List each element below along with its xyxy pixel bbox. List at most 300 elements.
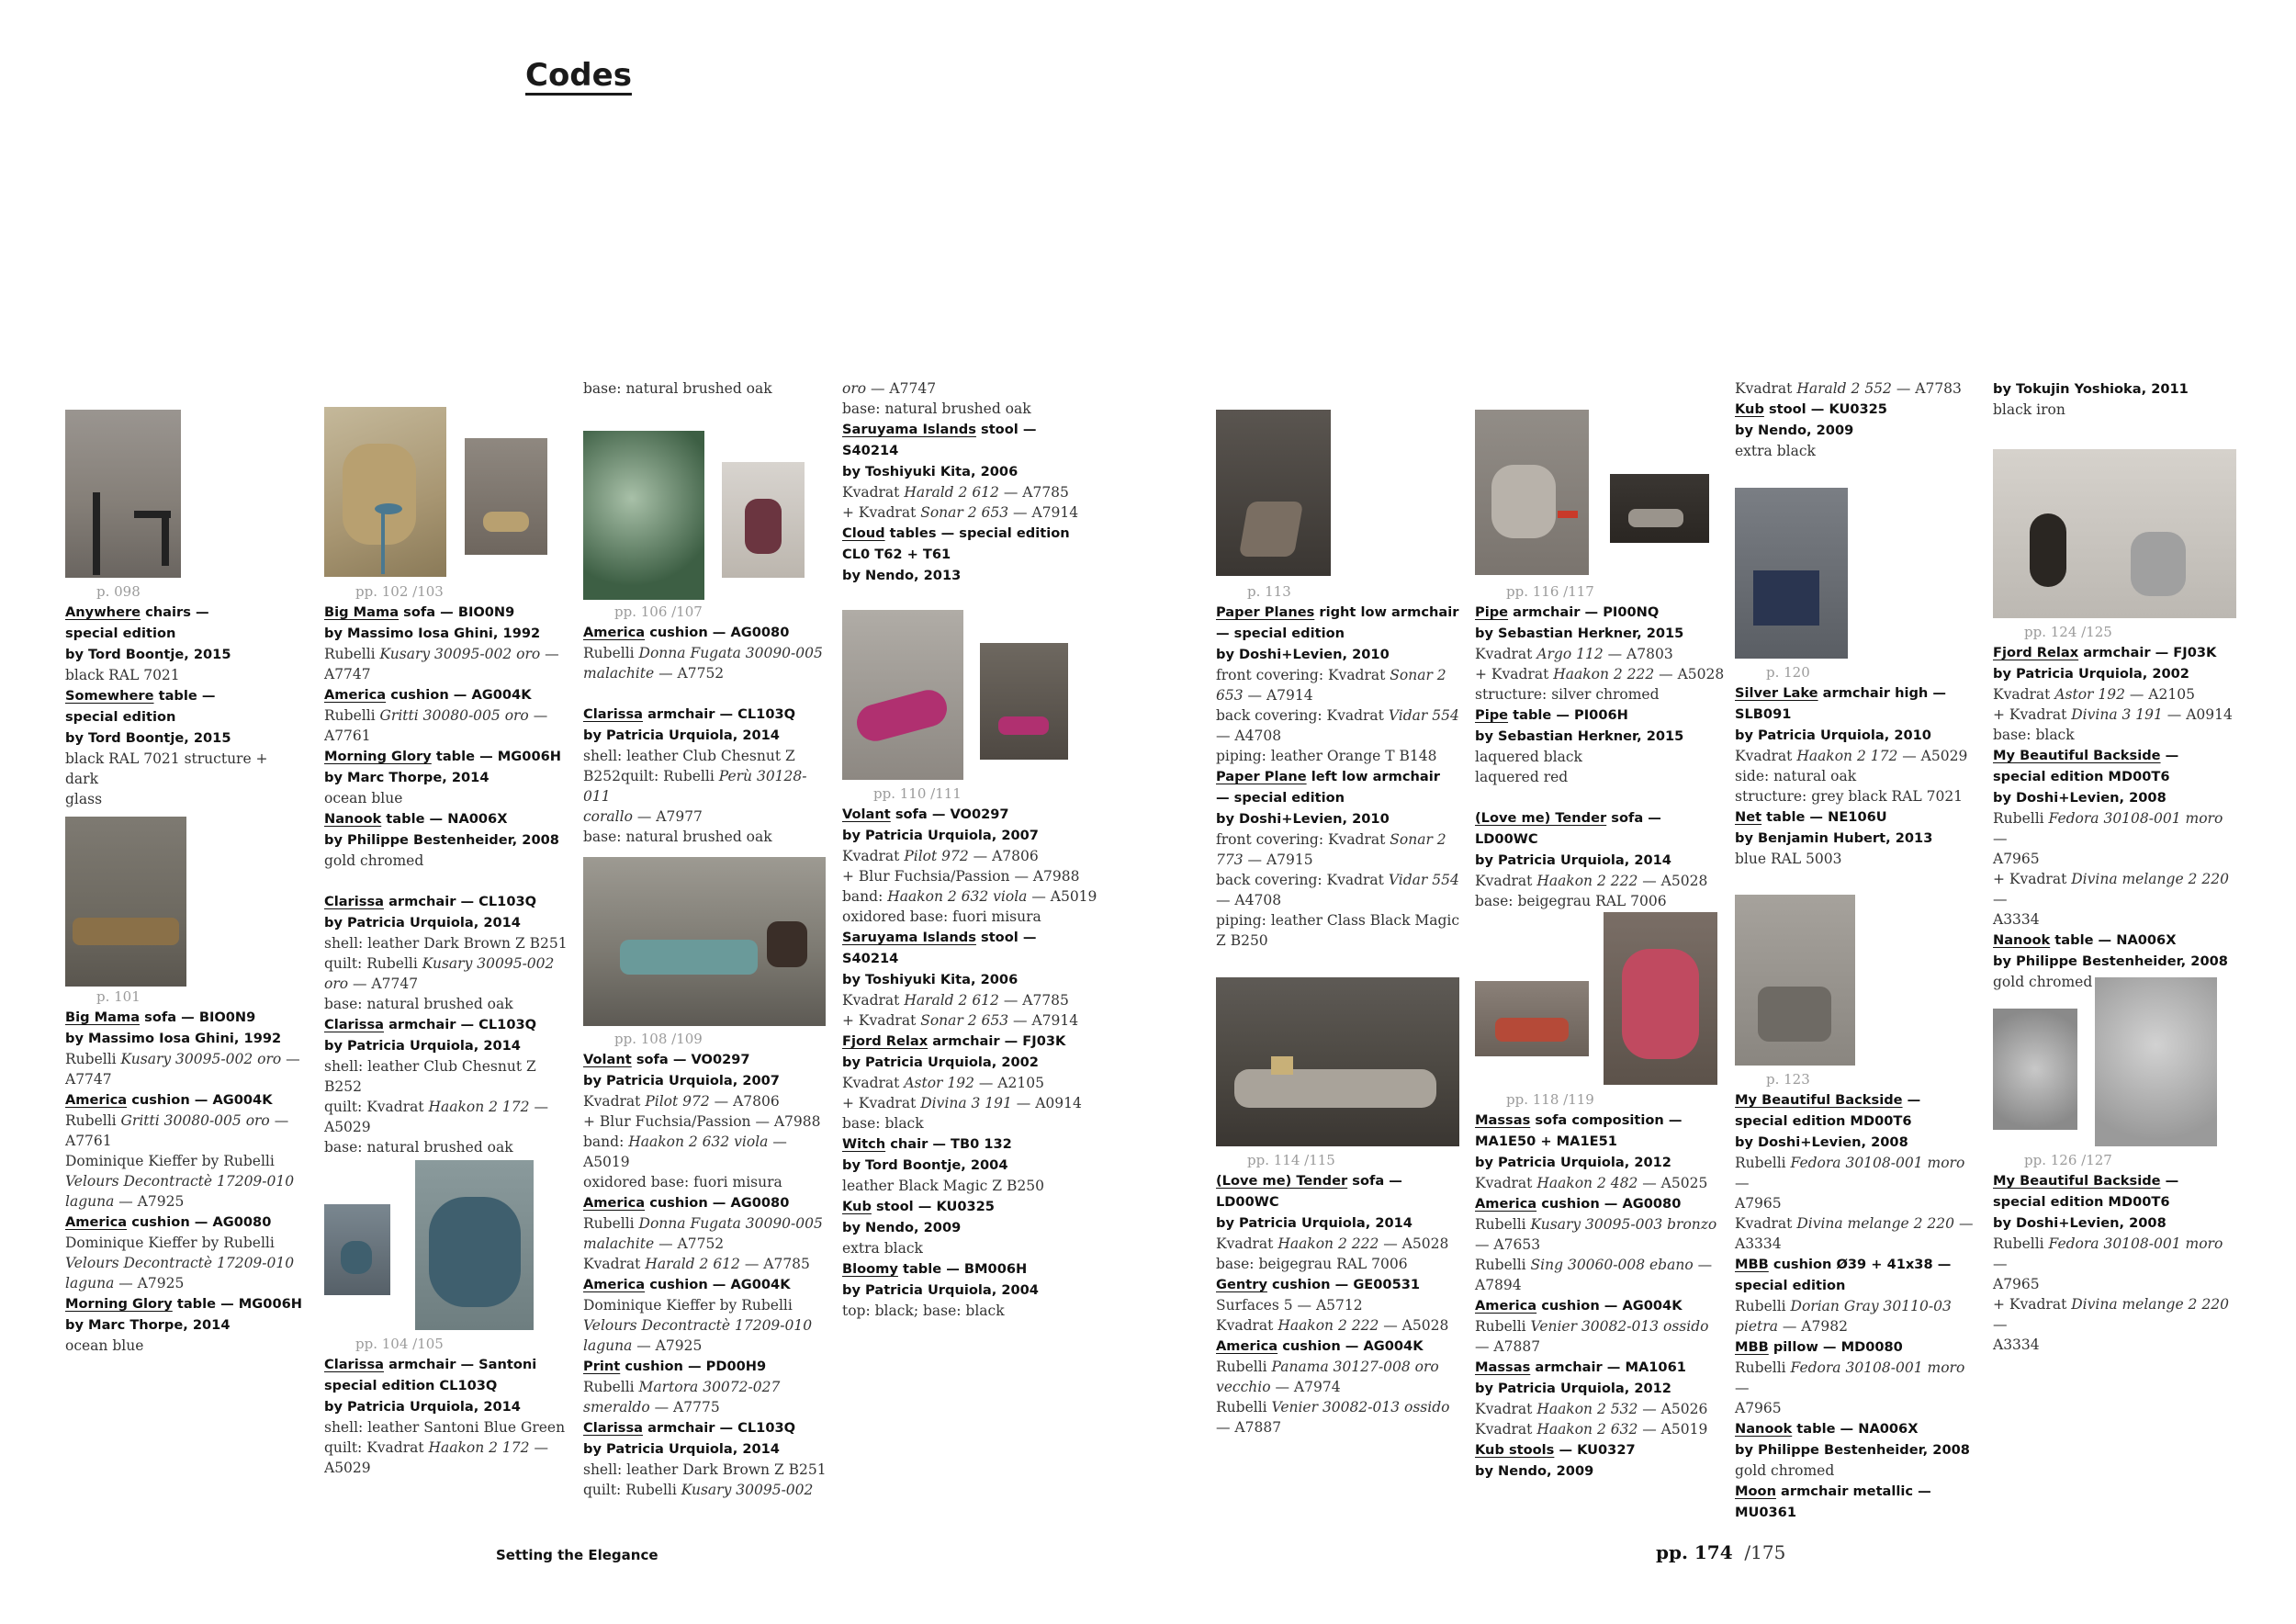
code-line xyxy=(842,1073,1109,1093)
text-segment: A3334 xyxy=(1993,1336,2040,1353)
text-segment: table — MG006H xyxy=(431,749,561,764)
text-segment: — A5029 xyxy=(1897,748,1968,764)
code-line xyxy=(1735,1481,1983,1502)
code-line xyxy=(842,1093,1109,1113)
photo-big-mama-sofa xyxy=(65,817,186,987)
text-segment: by Massimo Iosa Ghini, 1992 xyxy=(324,626,541,641)
text-segment: tables — special edition xyxy=(884,525,1070,541)
code-line xyxy=(583,643,831,663)
code-line xyxy=(324,1354,572,1375)
code-line xyxy=(842,523,1109,544)
block-p114 xyxy=(1216,1150,1469,1438)
footer-publication: Setting the Elegance xyxy=(496,1547,658,1563)
code-line xyxy=(1475,726,1728,747)
text-segment: by Doshi+Levien, 2008 xyxy=(1735,1134,1908,1150)
text-segment: armchair high — xyxy=(1818,685,1946,701)
code-line xyxy=(1216,602,1469,623)
photo-volant-sofa-room xyxy=(583,857,826,1026)
text-segment: pietra xyxy=(1735,1318,1778,1335)
code-line xyxy=(583,1460,831,1480)
product-name: Clarissa xyxy=(324,894,384,909)
code-line xyxy=(583,1091,831,1111)
text-segment: band: xyxy=(842,888,888,905)
code-line xyxy=(324,1097,572,1117)
photo-clarissa-santoni xyxy=(415,1160,534,1330)
text-segment: cushion — AG0080 xyxy=(1536,1196,1682,1212)
page-ref: p. 098 xyxy=(96,583,141,600)
code-line xyxy=(65,1007,309,1028)
text-segment: special edition xyxy=(65,709,176,725)
block-p106 xyxy=(583,602,831,847)
text-segment: gold chromed xyxy=(324,852,424,869)
text-segment: Rubelli xyxy=(1735,1359,1791,1376)
code-line xyxy=(1735,1193,1983,1213)
page-ref: pp. 110 /111 xyxy=(873,785,962,802)
text-segment: quilt: Rubelli xyxy=(324,955,422,972)
text-segment: — A7752 xyxy=(654,1235,725,1252)
text-segment: Harald 2 612 xyxy=(904,484,999,501)
text-segment: Haakon 2 532 xyxy=(1536,1401,1638,1417)
block-p104 xyxy=(324,1334,572,1478)
text-segment: by Patricia Urquiola, 2014 xyxy=(1216,1215,1412,1231)
text-segment: ocean blue xyxy=(324,790,403,806)
code-line xyxy=(1216,1417,1469,1438)
text-segment: back covering: Kvadrat xyxy=(1216,707,1389,724)
text-segment: base: natural brushed oak xyxy=(324,996,513,1012)
code-line xyxy=(842,544,1109,565)
product-name: Paper Plane xyxy=(1216,769,1307,784)
text-segment: Dominique Kieffer by Rubelli xyxy=(65,1235,275,1251)
text-segment: by Tord Boontje, 2015 xyxy=(65,730,231,746)
code-line xyxy=(842,886,1109,907)
product-name: Big Mama xyxy=(324,604,400,620)
text-segment: Sonar 2 xyxy=(1390,831,1446,848)
text-segment: MU0361 xyxy=(1735,1505,1796,1520)
text-segment: Donna Fugata 30090-005 xyxy=(638,645,823,661)
page-ref: pp. 102 /103 xyxy=(355,583,444,600)
text-segment: Fedora 30108-001 moro xyxy=(2048,1235,2223,1252)
code-line xyxy=(65,1131,309,1151)
code-line xyxy=(842,482,1109,502)
text-segment: — A7783 xyxy=(1891,380,1962,397)
text-segment: Panama 30127-008 oro xyxy=(1271,1359,1439,1375)
text-segment: — A5028 xyxy=(1379,1317,1449,1334)
text-segment: — special edition xyxy=(1216,626,1345,641)
text-segment: — A5028 xyxy=(1654,666,1725,682)
text-segment: Kvadrat xyxy=(583,1256,646,1272)
product-name: America xyxy=(1216,1338,1278,1354)
code-line xyxy=(842,1238,1109,1258)
text-segment: sofa — VO0297 xyxy=(631,1052,750,1067)
text-segment: sofa — BIO0N9 xyxy=(399,604,515,620)
code-line xyxy=(1993,766,2241,787)
text-segment: — A7914 xyxy=(1243,687,1313,704)
code-line xyxy=(1735,1358,1983,1398)
text-segment: B252quilt: Rubelli xyxy=(583,768,719,784)
product-name: Clarissa xyxy=(324,1357,384,1372)
product-name: Bloomy xyxy=(842,1261,898,1277)
text-segment: A5029 xyxy=(324,1119,371,1135)
code-line xyxy=(1993,1212,2241,1234)
text-segment: Rubelli xyxy=(324,646,380,662)
text-segment: — A7752 xyxy=(654,665,725,682)
product-name: Kub xyxy=(1735,401,1764,417)
code-line xyxy=(65,749,295,789)
code-line xyxy=(65,1089,309,1111)
text-segment: Rubelli xyxy=(1993,810,2049,827)
code-line xyxy=(1735,1418,1983,1439)
code-line xyxy=(1735,682,1983,704)
text-segment: Haakon 2 482 xyxy=(1536,1175,1638,1191)
code-line xyxy=(1475,747,1728,767)
text-segment: oxidored base: fuori misura xyxy=(583,1174,782,1190)
text-segment: stool — KU0325 xyxy=(1763,401,1887,417)
code-line xyxy=(842,1258,1109,1280)
text-segment: A7761 xyxy=(324,727,371,744)
product-name: Massas xyxy=(1475,1359,1531,1375)
text-segment: — A7803 xyxy=(1603,646,1673,662)
text-segment: — xyxy=(1993,1256,2008,1272)
text-segment: shell: leather Dark Brown Z B251 xyxy=(583,1461,827,1478)
text-segment: Rubelli xyxy=(583,1379,639,1395)
code-line xyxy=(65,789,295,809)
text-segment: Fedora 30108-001 moro xyxy=(2048,810,2223,827)
text-segment: Gritti 30080-005 oro xyxy=(379,707,529,724)
text-segment: — xyxy=(1993,1316,2008,1333)
code-line xyxy=(324,912,572,933)
text-segment: armchair — CL103Q xyxy=(642,706,796,722)
code-line xyxy=(583,1049,831,1070)
code-line xyxy=(1475,1193,1728,1214)
code-line xyxy=(1735,1296,1983,1316)
text-segment: base: beigegrau RAL 7006 xyxy=(1475,893,1667,909)
text-segment: — xyxy=(1993,891,2008,908)
code-line xyxy=(842,378,1109,399)
text-segment: — xyxy=(1735,1175,1750,1191)
text-segment: Rubelli xyxy=(1993,1235,2049,1252)
code-line xyxy=(842,990,1109,1010)
code-line xyxy=(324,1375,572,1396)
text-segment: armchair — CL103Q xyxy=(383,1017,537,1032)
text-segment: + Kvadrat xyxy=(842,1012,921,1029)
text-segment: chairs — xyxy=(141,604,209,620)
text-segment: Venier 30082-013 ossido xyxy=(1271,1399,1450,1415)
code-line xyxy=(583,1417,831,1438)
text-segment: — A7887 xyxy=(1475,1338,1541,1355)
code-line xyxy=(583,1336,831,1356)
code-line xyxy=(842,1031,1109,1052)
code-line xyxy=(583,663,831,683)
code-line xyxy=(1735,420,1983,441)
photo-massas-small xyxy=(1475,981,1589,1056)
text-segment: Kvadrat xyxy=(1735,748,1797,764)
code-line xyxy=(65,706,295,727)
photo-silver-lake xyxy=(1735,488,1848,659)
text-segment: SLB091 xyxy=(1735,706,1792,722)
text-segment: Kvadrat xyxy=(842,992,905,1009)
code-line xyxy=(583,806,831,827)
code-line xyxy=(1993,400,2241,420)
text-segment: base: black xyxy=(1993,727,2075,743)
text-segment: Dominique Kieffer by Rubelli xyxy=(65,1153,275,1169)
text-segment: Harald 2 552 xyxy=(1796,380,1892,397)
text-segment: Perù 30128-011 xyxy=(583,768,807,805)
text-segment: Harald 2 612 xyxy=(904,992,999,1009)
text-segment: A7747 xyxy=(324,666,371,682)
product-name: Paper Planes xyxy=(1216,604,1315,620)
text-segment: Martora 30072-027 xyxy=(638,1379,781,1395)
text-segment: — A7974 xyxy=(1270,1379,1341,1395)
product-name: America xyxy=(583,625,646,640)
text-segment: armchair — Santoni xyxy=(383,1357,537,1372)
code-line xyxy=(65,1191,309,1212)
text-segment: base: natural brushed oak xyxy=(583,829,772,845)
code-line xyxy=(324,808,572,829)
text-segment: Argo 112 xyxy=(1536,646,1604,662)
code-line xyxy=(1475,1419,1728,1439)
text-segment: Z B250 xyxy=(1216,932,1268,949)
text-segment: by Nendo, 2009 xyxy=(1475,1463,1594,1479)
text-segment: armchair metallic — xyxy=(1775,1483,1931,1499)
text-segment: — A7775 xyxy=(649,1399,720,1415)
code-line xyxy=(324,1396,572,1417)
code-line xyxy=(324,788,572,808)
code-line xyxy=(1216,623,1469,644)
code-line xyxy=(1735,378,1983,399)
text-segment: cushion — AG004K xyxy=(1277,1338,1424,1354)
text-segment: by Patricia Urquiola, 2007 xyxy=(842,828,1039,843)
code-line xyxy=(1216,1357,1469,1377)
code-line xyxy=(1993,930,2241,951)
product-name: My Beautiful Backside xyxy=(1735,1092,1903,1108)
product-name: Print xyxy=(583,1359,621,1374)
text-segment: Velours Decontractè 17209-010 xyxy=(583,1317,813,1334)
code-line xyxy=(583,1172,831,1192)
code-line xyxy=(65,1314,309,1336)
text-segment: stool — xyxy=(975,422,1037,437)
text-segment: Rubelli xyxy=(1735,1155,1791,1171)
code-line xyxy=(1735,1111,1983,1132)
code-line xyxy=(842,565,1109,586)
code-line xyxy=(583,827,831,847)
photo-anywhere-chairs xyxy=(65,410,181,578)
photo-massas-armchair xyxy=(1604,912,1717,1085)
text-segment: by Nendo, 2009 xyxy=(1735,423,1854,438)
text-segment: Kvadrat xyxy=(1216,1235,1278,1252)
text-segment: Kvadrat xyxy=(1735,1215,1797,1232)
text-segment: by Sebastian Herkner, 2015 xyxy=(1475,728,1684,744)
text-segment: — KU0327 xyxy=(1554,1442,1636,1458)
product-name: America xyxy=(583,1195,646,1211)
photo-volant-magenta xyxy=(842,610,963,780)
text-segment: table — PI006H xyxy=(1508,707,1628,723)
code-line xyxy=(842,1113,1109,1133)
code-line xyxy=(1735,1502,1983,1523)
code-line xyxy=(1475,602,1728,623)
code-line xyxy=(842,440,1109,461)
block-tokujin xyxy=(1993,378,2241,420)
product-name: Fjord Relax xyxy=(1993,645,2079,660)
code-line xyxy=(1475,871,1728,891)
text-segment: oro xyxy=(842,380,867,397)
code-line xyxy=(842,419,1109,440)
text-segment: by Patricia Urquiola, 2014 xyxy=(583,1441,780,1457)
text-segment: — A5019 xyxy=(1638,1421,1708,1438)
text-segment: Divina 3 191 xyxy=(920,1095,1012,1111)
text-segment: structure: grey black RAL 7021 xyxy=(1735,788,1964,805)
text-segment: cushion — AG004K xyxy=(386,687,532,703)
text-segment: sofa — LD00WC xyxy=(1475,810,1661,847)
text-segment: Rubelli xyxy=(583,645,639,661)
product-name: Gentry xyxy=(1216,1277,1267,1292)
product-name: Pipe xyxy=(1475,707,1509,723)
photo-volant-room xyxy=(980,643,1068,760)
product-name: Fjord Relax xyxy=(842,1033,929,1049)
product-name: Somewhere xyxy=(65,688,154,704)
photo-paper-planes xyxy=(1216,410,1331,576)
code-line xyxy=(1993,745,2241,766)
text-segment: by Patricia Urquiola, 2004 xyxy=(842,1282,1039,1298)
code-line xyxy=(1735,704,1983,725)
text-segment: Rubelli xyxy=(65,1051,121,1067)
code-line xyxy=(842,1155,1109,1176)
code-line xyxy=(842,502,1109,523)
code-line xyxy=(1735,766,1983,786)
text-segment: piping: leather Class Black Magic xyxy=(1216,912,1460,929)
text-segment: by Patricia Urquiola, 2002 xyxy=(842,1054,1039,1070)
code-line xyxy=(1993,869,2241,909)
text-segment: — A7785 xyxy=(998,992,1069,1009)
code-line xyxy=(1475,1460,1728,1482)
code-line xyxy=(583,1295,831,1315)
text-segment: Haakon 2 222 xyxy=(1536,873,1638,889)
code-line xyxy=(1216,1295,1469,1315)
text-segment: + Kvadrat xyxy=(1993,706,2072,723)
text-segment: armchair — CL103Q xyxy=(642,1420,796,1436)
code-line xyxy=(1993,1234,2241,1274)
page-ref: pp. 114 /115 xyxy=(1247,1152,1335,1168)
text-segment: — xyxy=(1993,830,2008,847)
code-line xyxy=(324,602,572,623)
code-line xyxy=(1475,1110,1728,1131)
code-line xyxy=(583,704,831,725)
footer-page-number xyxy=(1656,1541,1785,1563)
page-title: Codes xyxy=(525,57,632,94)
code-line xyxy=(324,1014,572,1035)
code-line xyxy=(1475,1173,1728,1193)
text-segment: — A7806 xyxy=(968,848,1039,864)
text-segment: Kusary 30095-002 oro xyxy=(120,1051,282,1067)
text-segment: Venier 30082-013 ossido xyxy=(1530,1318,1709,1335)
code-line xyxy=(1216,1254,1469,1274)
code-line xyxy=(583,1254,831,1274)
photo-green-floral xyxy=(583,431,704,600)
text-segment: — A7785 xyxy=(739,1256,810,1272)
text-segment: by Patricia Urquiola, 2014 xyxy=(324,1399,521,1415)
code-line xyxy=(842,948,1109,969)
text-segment: A7965 xyxy=(1993,851,2040,867)
text-segment: by Patricia Urquiola, 2014 xyxy=(583,727,780,743)
code-line xyxy=(1993,378,2241,400)
text-segment: — xyxy=(1735,1380,1750,1396)
text-segment: armchair — FJ03K xyxy=(2078,645,2217,660)
product-name: Nanook xyxy=(1993,932,2051,948)
code-line xyxy=(1993,1274,2241,1294)
text-segment: cushion — GE00531 xyxy=(1266,1277,1421,1292)
text-segment: laquered black xyxy=(1475,749,1582,765)
code-line xyxy=(1735,1089,1983,1111)
code-line xyxy=(1735,441,1983,461)
text-segment: shell: leather Club Chesnut Z B252 xyxy=(324,1058,536,1095)
text-segment: extra black xyxy=(1735,443,1816,459)
code-line xyxy=(1735,1153,1983,1193)
text-segment: Kusary 30095-002 xyxy=(422,955,555,972)
text-segment: — A7914 xyxy=(1008,1012,1079,1029)
text-segment: Haakon 2 632 viola xyxy=(628,1133,769,1150)
text-segment: Vidar 554 xyxy=(1388,872,1459,888)
code-line xyxy=(324,1035,572,1056)
text-segment: malachite xyxy=(583,665,655,682)
code-line xyxy=(842,907,1109,927)
text-segment: by Doshi+Levien, 2010 xyxy=(1216,647,1390,662)
text-segment: — A7977 xyxy=(632,808,703,825)
text-segment: A7747 xyxy=(65,1071,112,1088)
text-segment: + Blur Fuchsia/Passion — A7988 xyxy=(842,868,1080,885)
code-line xyxy=(1993,1335,2241,1355)
text-segment: A7965 xyxy=(1735,1195,1782,1212)
code-line xyxy=(1475,1235,1728,1255)
block-p102 xyxy=(324,581,572,1157)
text-segment: — A5028 xyxy=(1379,1235,1449,1252)
text-segment: — A7925 xyxy=(632,1337,703,1354)
product-name: Massas xyxy=(1475,1112,1531,1128)
product-name: Saruyama Islands xyxy=(842,422,976,437)
text-segment: S40214 xyxy=(842,951,899,966)
text-segment: sofa — LD00WC xyxy=(1216,1173,1402,1210)
text-segment: side: natural oak xyxy=(1735,768,1857,784)
text-segment: Kvadrat xyxy=(1475,646,1537,662)
text-segment: — xyxy=(2160,1173,2179,1189)
text-segment: Fedora 30108-001 moro xyxy=(1790,1359,1965,1376)
text-segment: — A7925 xyxy=(114,1193,185,1210)
text-segment: Kvadrat xyxy=(1735,380,1797,397)
text-segment: Kusary 30095-003 bronzo xyxy=(1530,1216,1717,1233)
text-segment: CL0 T62 + T61 xyxy=(842,547,951,562)
text-segment: by Philippe Bestenheider, 2008 xyxy=(1993,953,2228,969)
text-segment: Haakon 2 222 xyxy=(1277,1235,1379,1252)
code-line xyxy=(1475,1357,1728,1378)
code-line xyxy=(842,804,1109,825)
code-line xyxy=(1475,1214,1728,1235)
code-line xyxy=(1993,725,2241,745)
text-segment: base: black xyxy=(842,1115,924,1132)
text-segment: sofa composition — xyxy=(1530,1112,1683,1128)
text-segment: armchair — FJ03K xyxy=(928,1033,1066,1049)
code-line xyxy=(842,927,1109,948)
code-line xyxy=(324,1438,572,1458)
code-line xyxy=(583,1213,831,1234)
code-line xyxy=(324,1056,572,1097)
code-line xyxy=(1475,1131,1728,1152)
text-segment: — A7887 xyxy=(1216,1419,1282,1436)
text-segment: Kvadrat xyxy=(1475,1175,1537,1191)
code-line xyxy=(1735,1316,1983,1336)
text-segment: A5029 xyxy=(324,1460,371,1476)
code-line xyxy=(842,825,1109,846)
text-segment: special edition CL103Q xyxy=(324,1378,498,1393)
code-line xyxy=(324,746,572,767)
code-line xyxy=(1735,1398,1983,1418)
